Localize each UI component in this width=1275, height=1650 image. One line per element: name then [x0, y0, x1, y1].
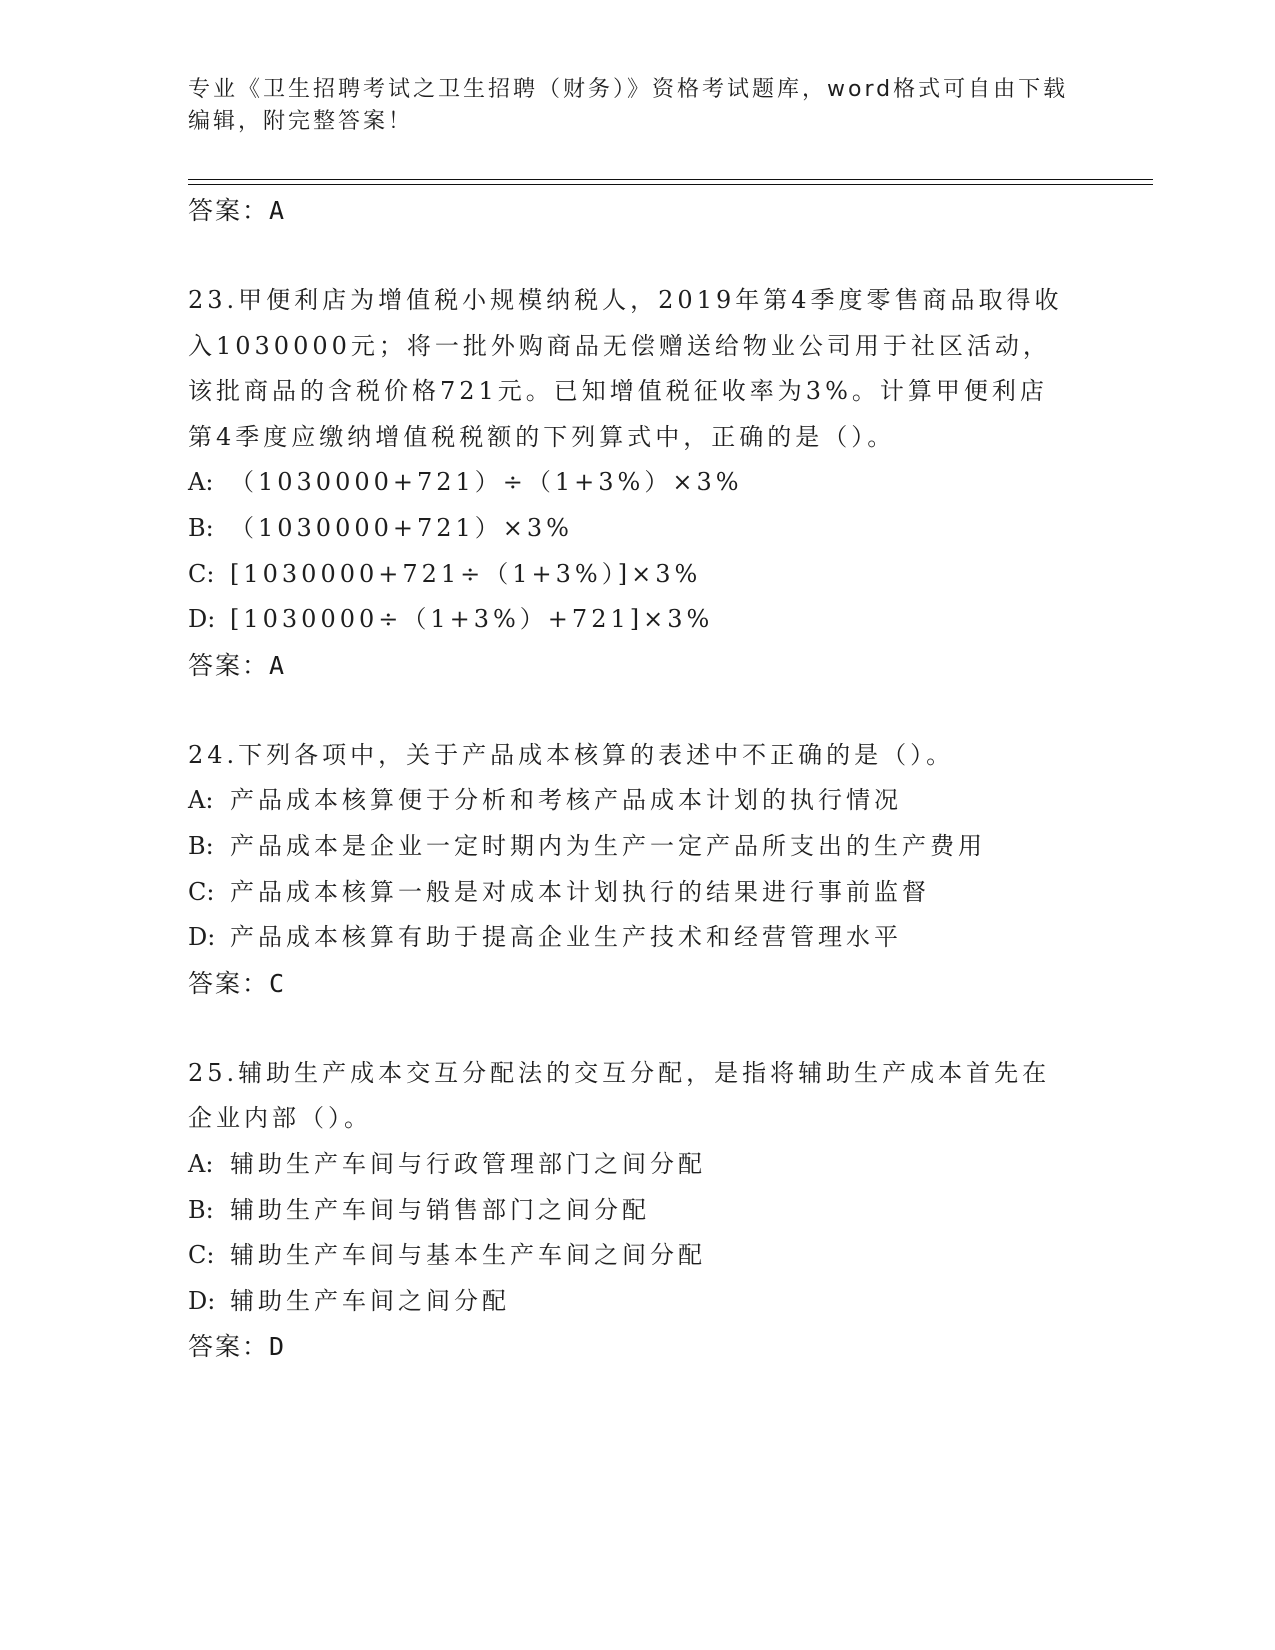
- option-b: [188, 824, 1128, 870]
- option-b: [188, 506, 1128, 552]
- answer-label: 答案：: [188, 1332, 270, 1362]
- option-key: C:: [188, 1241, 215, 1270]
- option-key: B:: [188, 831, 214, 860]
- question-list: [188, 188, 1128, 1370]
- option-text: 辅助生产车间与行政管理部门之间分配: [230, 1149, 706, 1178]
- option-text: （1030000+721）÷（1+3%）×3%: [230, 468, 743, 497]
- document-header: [188, 74, 1088, 138]
- option-c: [188, 1233, 1128, 1279]
- answer-label: 答案：: [188, 196, 270, 225]
- answer-value: A: [269, 196, 286, 225]
- question-spacer: [188, 234, 1128, 278]
- question-text-line: 入1030000元；将一批外购商品无偿赠送给物业公司用于社区活动，: [188, 331, 1051, 360]
- header-line-2: 编辑，附完整答案！: [188, 109, 414, 134]
- option-text: 产品成本核算一般是对成本计划执行的结果进行事前监督: [230, 877, 930, 906]
- option-a: [188, 1142, 1128, 1188]
- option-key: C:: [188, 559, 215, 588]
- option-a: [188, 460, 1128, 506]
- option-d: [188, 1279, 1128, 1325]
- header-divider-thick: [188, 179, 1153, 180]
- option-text: 产品成本核算有助于提高企业生产技术和经营管理水平: [230, 923, 902, 952]
- answer-value: D: [269, 1332, 286, 1362]
- answer-line: [188, 643, 1128, 689]
- option-key: B:: [188, 1195, 214, 1224]
- option-d: [188, 915, 1128, 961]
- option-c: [188, 552, 1128, 598]
- option-key: A:: [188, 1149, 214, 1178]
- answer-line: [188, 961, 1128, 1007]
- answer-line: [188, 1324, 1128, 1370]
- option-key: A:: [188, 786, 214, 815]
- option-c: [188, 870, 1128, 916]
- option-b: [188, 1188, 1128, 1234]
- option-key: C:: [188, 877, 215, 906]
- header-divider-thin: [188, 184, 1153, 185]
- option-text: 辅助生产车间之间分配: [230, 1286, 510, 1315]
- option-text: 辅助生产车间与基本生产车间之间分配: [230, 1241, 706, 1270]
- answer-value: C: [269, 968, 286, 998]
- option-a: [188, 778, 1128, 824]
- question-text-line: 25.辅助生产成本交互分配法的交互分配，是指将辅助生产成本首先在: [188, 1058, 1051, 1087]
- option-text: 产品成本是企业一定时期内为生产一定产品所支出的生产费用: [230, 831, 986, 860]
- answer-line: [188, 188, 1128, 234]
- option-key: D:: [188, 605, 216, 634]
- answer-value: A: [269, 650, 286, 680]
- option-key: A:: [188, 468, 214, 497]
- question-text-line: 该批商品的含税价格721元。已知增值税征收率为3%。计算甲便利店: [188, 377, 1048, 406]
- option-text: [1030000+721÷（1+3%）]×3%: [230, 559, 702, 588]
- option-text: 产品成本核算便于分析和考核产品成本计划的执行情况: [230, 786, 902, 815]
- option-text: 辅助生产车间与销售部门之间分配: [230, 1195, 650, 1224]
- option-d: [188, 597, 1128, 643]
- option-text: （1030000+721）×3%: [230, 513, 573, 542]
- question-25: [188, 1051, 1128, 1371]
- option-key: D:: [188, 1286, 216, 1315]
- option-key: D:: [188, 923, 216, 952]
- option-key: B:: [188, 513, 214, 542]
- answer-label: 答案：: [188, 650, 270, 680]
- question-spacer: [188, 1007, 1128, 1051]
- question-text-line: 第4季度应缴纳增值税税额的下列算式中，正确的是（）。: [188, 422, 896, 451]
- answer-label: 答案：: [188, 968, 270, 998]
- question-spacer: [188, 689, 1128, 733]
- option-text: [1030000÷（1+3%）+721]×3%: [230, 605, 714, 634]
- question-text-line: 24.下列各项中，关于产品成本核算的表述中不正确的是（）。: [188, 740, 955, 769]
- question-24: [188, 733, 1128, 1007]
- question-23: [188, 278, 1128, 689]
- question-text-line: 23.甲便利店为增值税小规模纳税人，2019年第4季度零售商品取得收: [188, 286, 1063, 314]
- question-text-line: 企业内部（）。: [188, 1104, 372, 1133]
- header-line-1: 专业《卫生招聘考试之卫生招聘（财务）》资格考试题库，word格式可自由下载: [188, 77, 1069, 102]
